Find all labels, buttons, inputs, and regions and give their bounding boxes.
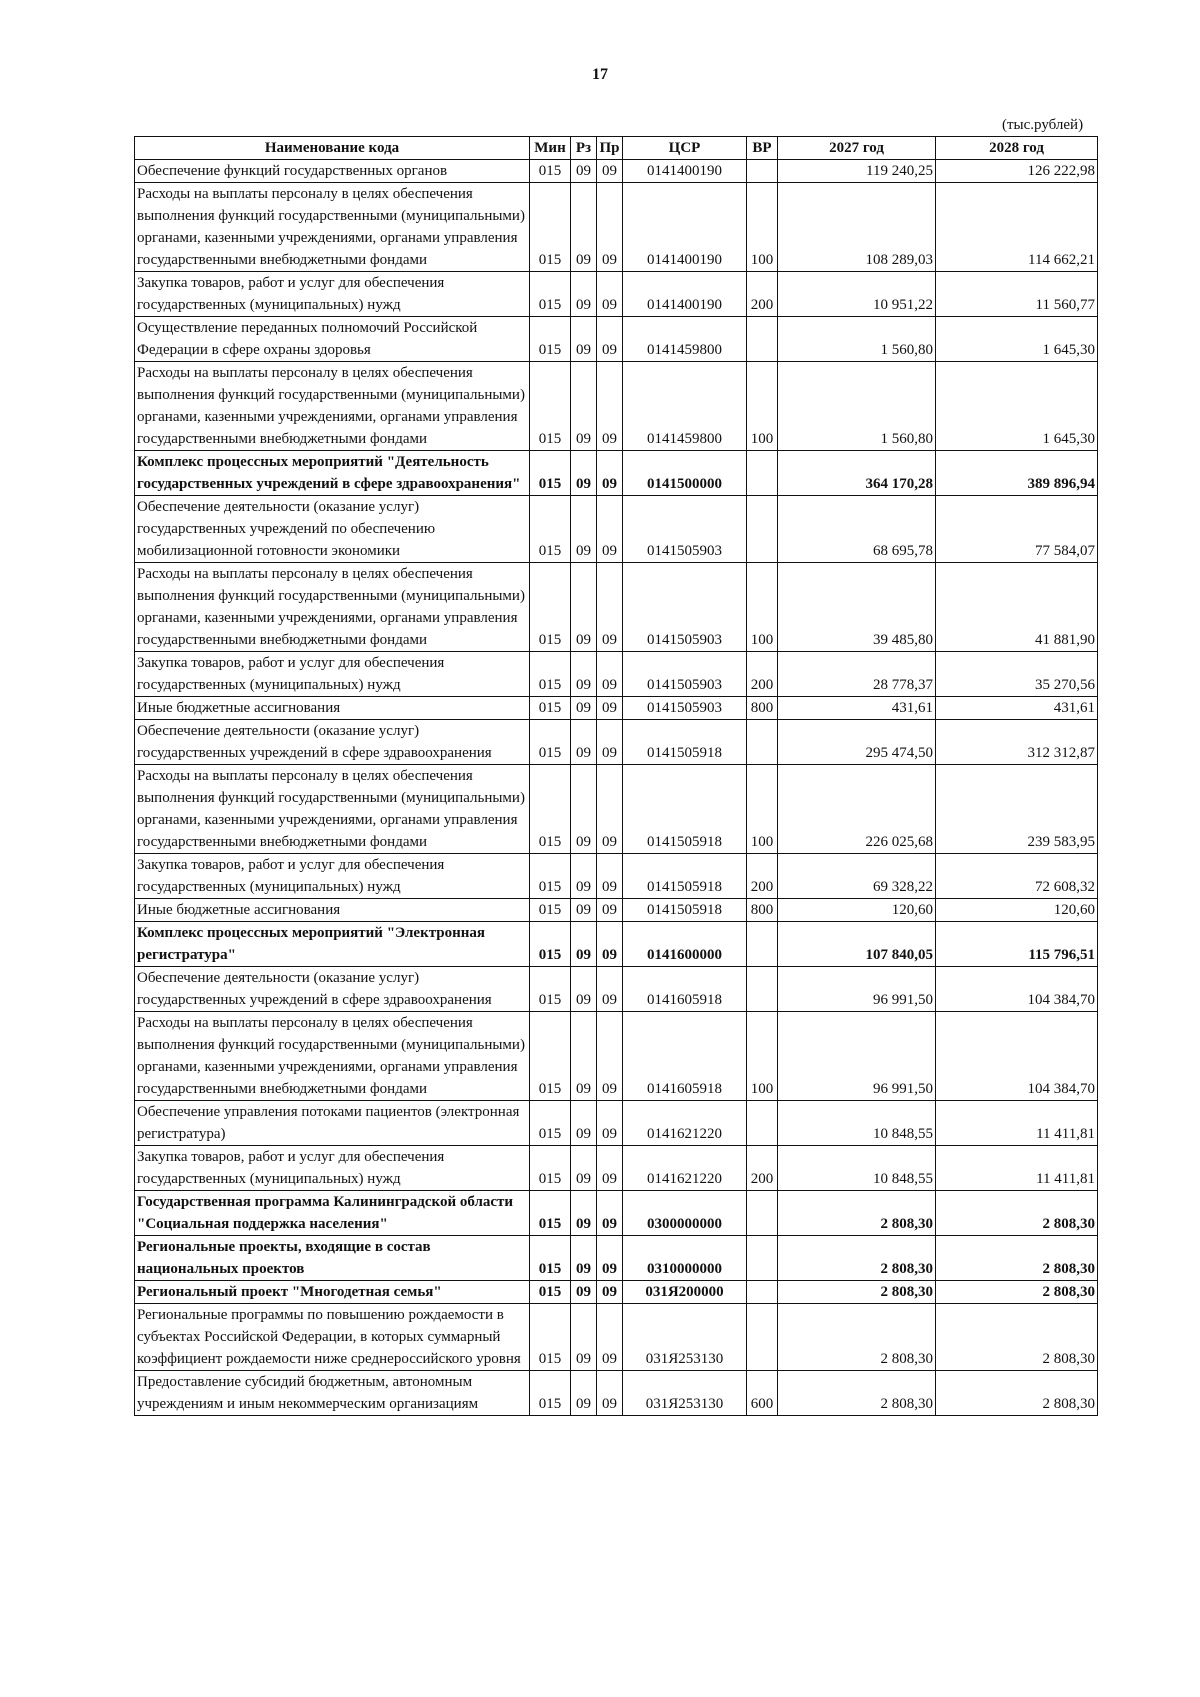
header-2028: 2028 год — [936, 137, 1098, 160]
cell-pr: 09 — [597, 317, 623, 362]
cell-name: Обеспечение деятельности (оказание услуг) государственных учреждений в сфере здравоохранения — [135, 967, 530, 1012]
cell-min: 015 — [530, 183, 571, 272]
cell-name: Региональный проект "Многодетная семья" — [135, 1281, 530, 1304]
cell-min: 015 — [530, 967, 571, 1012]
cell-vr: 100 — [747, 765, 778, 854]
cell-name: Закупка товаров, работ и услуг для обеспечения государственных (муниципальных) нужд — [135, 272, 530, 317]
cell-csr: 0141459800 — [623, 362, 747, 451]
cell-csr: 0141400190 — [623, 272, 747, 317]
cell-pr: 09 — [597, 1304, 623, 1371]
cell-csr: 0141605918 — [623, 1012, 747, 1101]
cell-2028: 2 808,30 — [936, 1304, 1098, 1371]
cell-csr: 0141505918 — [623, 899, 747, 922]
cell-csr: 0141505903 — [623, 697, 747, 720]
cell-csr: 0141600000 — [623, 922, 747, 967]
table-row — [135, 183, 1098, 272]
budget-table — [134, 136, 1098, 1416]
cell-rz: 09 — [571, 563, 597, 652]
cell-2027: 431,61 — [778, 697, 936, 720]
cell-name: Государственная программа Калининградской области "Социальная поддержка населения" — [135, 1191, 530, 1236]
cell-csr: 0141400190 — [623, 183, 747, 272]
cell-rz: 09 — [571, 1371, 597, 1416]
cell-csr: 0141621220 — [623, 1146, 747, 1191]
cell-rz: 09 — [571, 1281, 597, 1304]
table-row — [135, 765, 1098, 854]
units-label: (тыс.рублей) — [1002, 117, 1084, 133]
cell-2028: 2 808,30 — [936, 1191, 1098, 1236]
cell-min: 015 — [530, 652, 571, 697]
cell-2028: 77 584,07 — [936, 496, 1098, 563]
table-row — [135, 362, 1098, 451]
cell-pr: 09 — [597, 854, 623, 899]
cell-vr — [747, 1281, 778, 1304]
cell-pr: 09 — [597, 922, 623, 967]
table-row — [135, 652, 1098, 697]
cell-pr: 09 — [597, 1146, 623, 1191]
cell-pr: 09 — [597, 160, 623, 183]
cell-pr: 09 — [597, 496, 623, 563]
table-row — [135, 317, 1098, 362]
cell-2027: 28 778,37 — [778, 652, 936, 697]
cell-min: 015 — [530, 563, 571, 652]
table-row — [135, 967, 1098, 1012]
cell-2028: 11 560,77 — [936, 272, 1098, 317]
cell-2027: 2 808,30 — [778, 1304, 936, 1371]
cell-name: Расходы на выплаты персоналу в целях обеспечения выполнения функций государственными (муниципальными) органами, казенными учреждениями, органами управления государственными внебюджетными фондами — [135, 1012, 530, 1101]
cell-name: Иные бюджетные ассигнования — [135, 697, 530, 720]
cell-min: 015 — [530, 1012, 571, 1101]
cell-pr: 09 — [597, 272, 623, 317]
cell-min: 015 — [530, 496, 571, 563]
cell-rz: 09 — [571, 362, 597, 451]
cell-rz: 09 — [571, 967, 597, 1012]
cell-vr — [747, 317, 778, 362]
cell-name: Комплекс процессных мероприятий "Электронная регистратура" — [135, 922, 530, 967]
cell-vr: 100 — [747, 183, 778, 272]
cell-rz: 09 — [571, 1191, 597, 1236]
cell-2028: 126 222,98 — [936, 160, 1098, 183]
cell-name: Закупка товаров, работ и услуг для обеспечения государственных (муниципальных) нужд — [135, 1146, 530, 1191]
cell-min: 015 — [530, 317, 571, 362]
cell-2027: 1 560,80 — [778, 362, 936, 451]
cell-2028: 72 608,32 — [936, 854, 1098, 899]
cell-2028: 1 645,30 — [936, 362, 1098, 451]
cell-2027: 69 328,22 — [778, 854, 936, 899]
cell-2027: 108 289,03 — [778, 183, 936, 272]
cell-pr: 09 — [597, 451, 623, 496]
cell-vr — [747, 1236, 778, 1281]
table-row — [135, 1101, 1098, 1146]
cell-2027: 2 808,30 — [778, 1371, 936, 1416]
cell-2027: 364 170,28 — [778, 451, 936, 496]
cell-rz: 09 — [571, 1236, 597, 1281]
cell-name: Обеспечение деятельности (оказание услуг) государственных учреждений в сфере здравоохранения — [135, 720, 530, 765]
cell-vr: 100 — [747, 1012, 778, 1101]
cell-name: Закупка товаров, работ и услуг для обеспечения государственных (муниципальных) нужд — [135, 854, 530, 899]
cell-min: 015 — [530, 854, 571, 899]
cell-min: 015 — [530, 922, 571, 967]
cell-name: Осуществление переданных полномочий Российской Федерации в сфере охраны здоровья — [135, 317, 530, 362]
cell-min: 015 — [530, 272, 571, 317]
cell-min: 015 — [530, 451, 571, 496]
cell-vr — [747, 1304, 778, 1371]
cell-rz: 09 — [571, 1101, 597, 1146]
cell-vr — [747, 720, 778, 765]
cell-2028: 11 411,81 — [936, 1101, 1098, 1146]
cell-vr: 100 — [747, 362, 778, 451]
cell-pr: 09 — [597, 652, 623, 697]
cell-min: 015 — [530, 1101, 571, 1146]
cell-rz: 09 — [571, 272, 597, 317]
cell-csr: 0141505903 — [623, 563, 747, 652]
cell-2028: 431,61 — [936, 697, 1098, 720]
cell-rz: 09 — [571, 765, 597, 854]
cell-csr: 0141505903 — [623, 496, 747, 563]
cell-rz: 09 — [571, 854, 597, 899]
table-header-row — [135, 137, 1098, 160]
header-csr: ЦСР — [623, 137, 747, 160]
cell-csr: 0310000000 — [623, 1236, 747, 1281]
cell-csr: 0300000000 — [623, 1191, 747, 1236]
cell-2028: 120,60 — [936, 899, 1098, 922]
cell-vr — [747, 1101, 778, 1146]
table-row — [135, 899, 1098, 922]
cell-name: Расходы на выплаты персоналу в целях обеспечения выполнения функций государственными (муниципальными) органами, казенными учреждениями, органами управления государственными внебюджетными фондами — [135, 362, 530, 451]
cell-pr: 09 — [597, 563, 623, 652]
cell-2028: 41 881,90 — [936, 563, 1098, 652]
cell-rz: 09 — [571, 922, 597, 967]
cell-name: Иные бюджетные ассигнования — [135, 899, 530, 922]
cell-csr: 0141605918 — [623, 967, 747, 1012]
cell-min: 015 — [530, 1371, 571, 1416]
table-row — [135, 1304, 1098, 1371]
cell-pr: 09 — [597, 1236, 623, 1281]
cell-pr: 09 — [597, 1012, 623, 1101]
cell-min: 015 — [530, 697, 571, 720]
cell-rz: 09 — [571, 1146, 597, 1191]
cell-csr: 031Я253130 — [623, 1304, 747, 1371]
cell-csr: 0141505903 — [623, 652, 747, 697]
cell-2027: 226 025,68 — [778, 765, 936, 854]
cell-vr: 200 — [747, 1146, 778, 1191]
cell-2027: 119 240,25 — [778, 160, 936, 183]
cell-rz: 09 — [571, 720, 597, 765]
cell-pr: 09 — [597, 697, 623, 720]
cell-vr: 200 — [747, 652, 778, 697]
cell-2028: 115 796,51 — [936, 922, 1098, 967]
cell-2027: 39 485,80 — [778, 563, 936, 652]
cell-2028: 2 808,30 — [936, 1281, 1098, 1304]
cell-rz: 09 — [571, 652, 597, 697]
cell-2027: 1 560,80 — [778, 317, 936, 362]
cell-name: Региональные проекты, входящие в состав национальных проектов — [135, 1236, 530, 1281]
cell-2028: 389 896,94 — [936, 451, 1098, 496]
cell-csr: 0141505918 — [623, 765, 747, 854]
cell-vr: 600 — [747, 1371, 778, 1416]
cell-pr: 09 — [597, 967, 623, 1012]
cell-name: Закупка товаров, работ и услуг для обеспечения государственных (муниципальных) нужд — [135, 652, 530, 697]
cell-csr: 031Я253130 — [623, 1371, 747, 1416]
cell-rz: 09 — [571, 160, 597, 183]
cell-min: 015 — [530, 362, 571, 451]
header-rz: Рз — [571, 137, 597, 160]
table-row — [135, 1371, 1098, 1416]
cell-min: 015 — [530, 1236, 571, 1281]
cell-2027: 68 695,78 — [778, 496, 936, 563]
cell-rz: 09 — [571, 899, 597, 922]
cell-rz: 09 — [571, 697, 597, 720]
cell-vr — [747, 922, 778, 967]
page-number: 17 — [592, 66, 608, 83]
cell-pr: 09 — [597, 720, 623, 765]
cell-csr: 031Я200000 — [623, 1281, 747, 1304]
table-row — [135, 854, 1098, 899]
header-min: Мин — [530, 137, 571, 160]
cell-2027: 2 808,30 — [778, 1236, 936, 1281]
cell-2027: 120,60 — [778, 899, 936, 922]
cell-csr: 0141505918 — [623, 720, 747, 765]
cell-2028: 35 270,56 — [936, 652, 1098, 697]
cell-2027: 10 848,55 — [778, 1146, 936, 1191]
cell-name: Комплекс процессных мероприятий "Деятельность государственных учреждений в сфере здравоохранения" — [135, 451, 530, 496]
table-row — [135, 1281, 1098, 1304]
cell-name: Обеспечение функций государственных органов — [135, 160, 530, 183]
cell-vr: 200 — [747, 854, 778, 899]
cell-2027: 295 474,50 — [778, 720, 936, 765]
cell-2028: 312 312,87 — [936, 720, 1098, 765]
table-row — [135, 496, 1098, 563]
cell-2027: 107 840,05 — [778, 922, 936, 967]
cell-vr — [747, 451, 778, 496]
cell-rz: 09 — [571, 1012, 597, 1101]
cell-name: Обеспечение управления потоками пациентов (электронная регистратура) — [135, 1101, 530, 1146]
cell-2028: 2 808,30 — [936, 1371, 1098, 1416]
cell-rz: 09 — [571, 183, 597, 272]
cell-csr: 0141500000 — [623, 451, 747, 496]
cell-rz: 09 — [571, 317, 597, 362]
table-row — [135, 697, 1098, 720]
header-pr: Пр — [597, 137, 623, 160]
cell-pr: 09 — [597, 765, 623, 854]
cell-csr: 0141505918 — [623, 854, 747, 899]
cell-pr: 09 — [597, 183, 623, 272]
cell-name: Обеспечение деятельности (оказание услуг) государственных учреждений по обеспечению мобилизационной готовности экономики — [135, 496, 530, 563]
cell-csr: 0141459800 — [623, 317, 747, 362]
cell-2027: 10 951,22 — [778, 272, 936, 317]
cell-rz: 09 — [571, 451, 597, 496]
cell-vr — [747, 160, 778, 183]
cell-name: Расходы на выплаты персоналу в целях обеспечения выполнения функций государственными (муниципальными) органами, казенными учреждениями, органами управления государственными внебюджетными фондами — [135, 183, 530, 272]
cell-vr: 800 — [747, 697, 778, 720]
cell-vr — [747, 967, 778, 1012]
table-row — [135, 160, 1098, 183]
cell-pr: 09 — [597, 1101, 623, 1146]
cell-vr: 100 — [747, 563, 778, 652]
table-row — [135, 1236, 1098, 1281]
cell-pr: 09 — [597, 1371, 623, 1416]
header-name: Наименование кода — [135, 137, 530, 160]
cell-pr: 09 — [597, 1281, 623, 1304]
table-row — [135, 1012, 1098, 1101]
table-row — [135, 720, 1098, 765]
cell-name: Расходы на выплаты персоналу в целях обеспечения выполнения функций государственными (муниципальными) органами, казенными учреждениями, органами управления государственными внебюджетными фондами — [135, 563, 530, 652]
cell-2028: 114 662,21 — [936, 183, 1098, 272]
table-body — [135, 160, 1098, 1416]
cell-min: 015 — [530, 720, 571, 765]
cell-rz: 09 — [571, 1304, 597, 1371]
cell-2027: 2 808,30 — [778, 1191, 936, 1236]
cell-vr: 200 — [747, 272, 778, 317]
cell-min: 015 — [530, 1281, 571, 1304]
cell-min: 015 — [530, 1304, 571, 1371]
cell-2028: 239 583,95 — [936, 765, 1098, 854]
cell-name: Предоставление субсидий бюджетным, автономным учреждениям и иным некоммерческим организациям — [135, 1371, 530, 1416]
cell-min: 015 — [530, 899, 571, 922]
table-row — [135, 563, 1098, 652]
cell-min: 015 — [530, 1146, 571, 1191]
cell-2028: 11 411,81 — [936, 1146, 1098, 1191]
cell-2028: 2 808,30 — [936, 1236, 1098, 1281]
cell-2028: 104 384,70 — [936, 1012, 1098, 1101]
table-row — [135, 1191, 1098, 1236]
cell-pr: 09 — [597, 1191, 623, 1236]
cell-name: Расходы на выплаты персоналу в целях обеспечения выполнения функций государственными (муниципальными) органами, казенными учреждениями, органами управления государственными внебюджетными фондами — [135, 765, 530, 854]
cell-vr — [747, 496, 778, 563]
cell-2027: 2 808,30 — [778, 1281, 936, 1304]
cell-2028: 1 645,30 — [936, 317, 1098, 362]
cell-min: 015 — [530, 765, 571, 854]
table-row — [135, 1146, 1098, 1191]
cell-rz: 09 — [571, 496, 597, 563]
table-row — [135, 451, 1098, 496]
cell-min: 015 — [530, 1191, 571, 1236]
cell-min: 015 — [530, 160, 571, 183]
cell-2027: 96 991,50 — [778, 1012, 936, 1101]
table-row — [135, 922, 1098, 967]
cell-pr: 09 — [597, 899, 623, 922]
header-vr: ВР — [747, 137, 778, 160]
cell-2028: 104 384,70 — [936, 967, 1098, 1012]
header-2027: 2027 год — [778, 137, 936, 160]
cell-2027: 10 848,55 — [778, 1101, 936, 1146]
cell-csr: 0141621220 — [623, 1101, 747, 1146]
cell-vr: 800 — [747, 899, 778, 922]
cell-2027: 96 991,50 — [778, 967, 936, 1012]
cell-pr: 09 — [597, 362, 623, 451]
cell-vr — [747, 1191, 778, 1236]
table-row — [135, 272, 1098, 317]
cell-name: Региональные программы по повышению рождаемости в субъектах Российской Федерации, в которых суммарный коэффициент рождаемости ниже среднероссийского уровня — [135, 1304, 530, 1371]
cell-csr: 0141400190 — [623, 160, 747, 183]
